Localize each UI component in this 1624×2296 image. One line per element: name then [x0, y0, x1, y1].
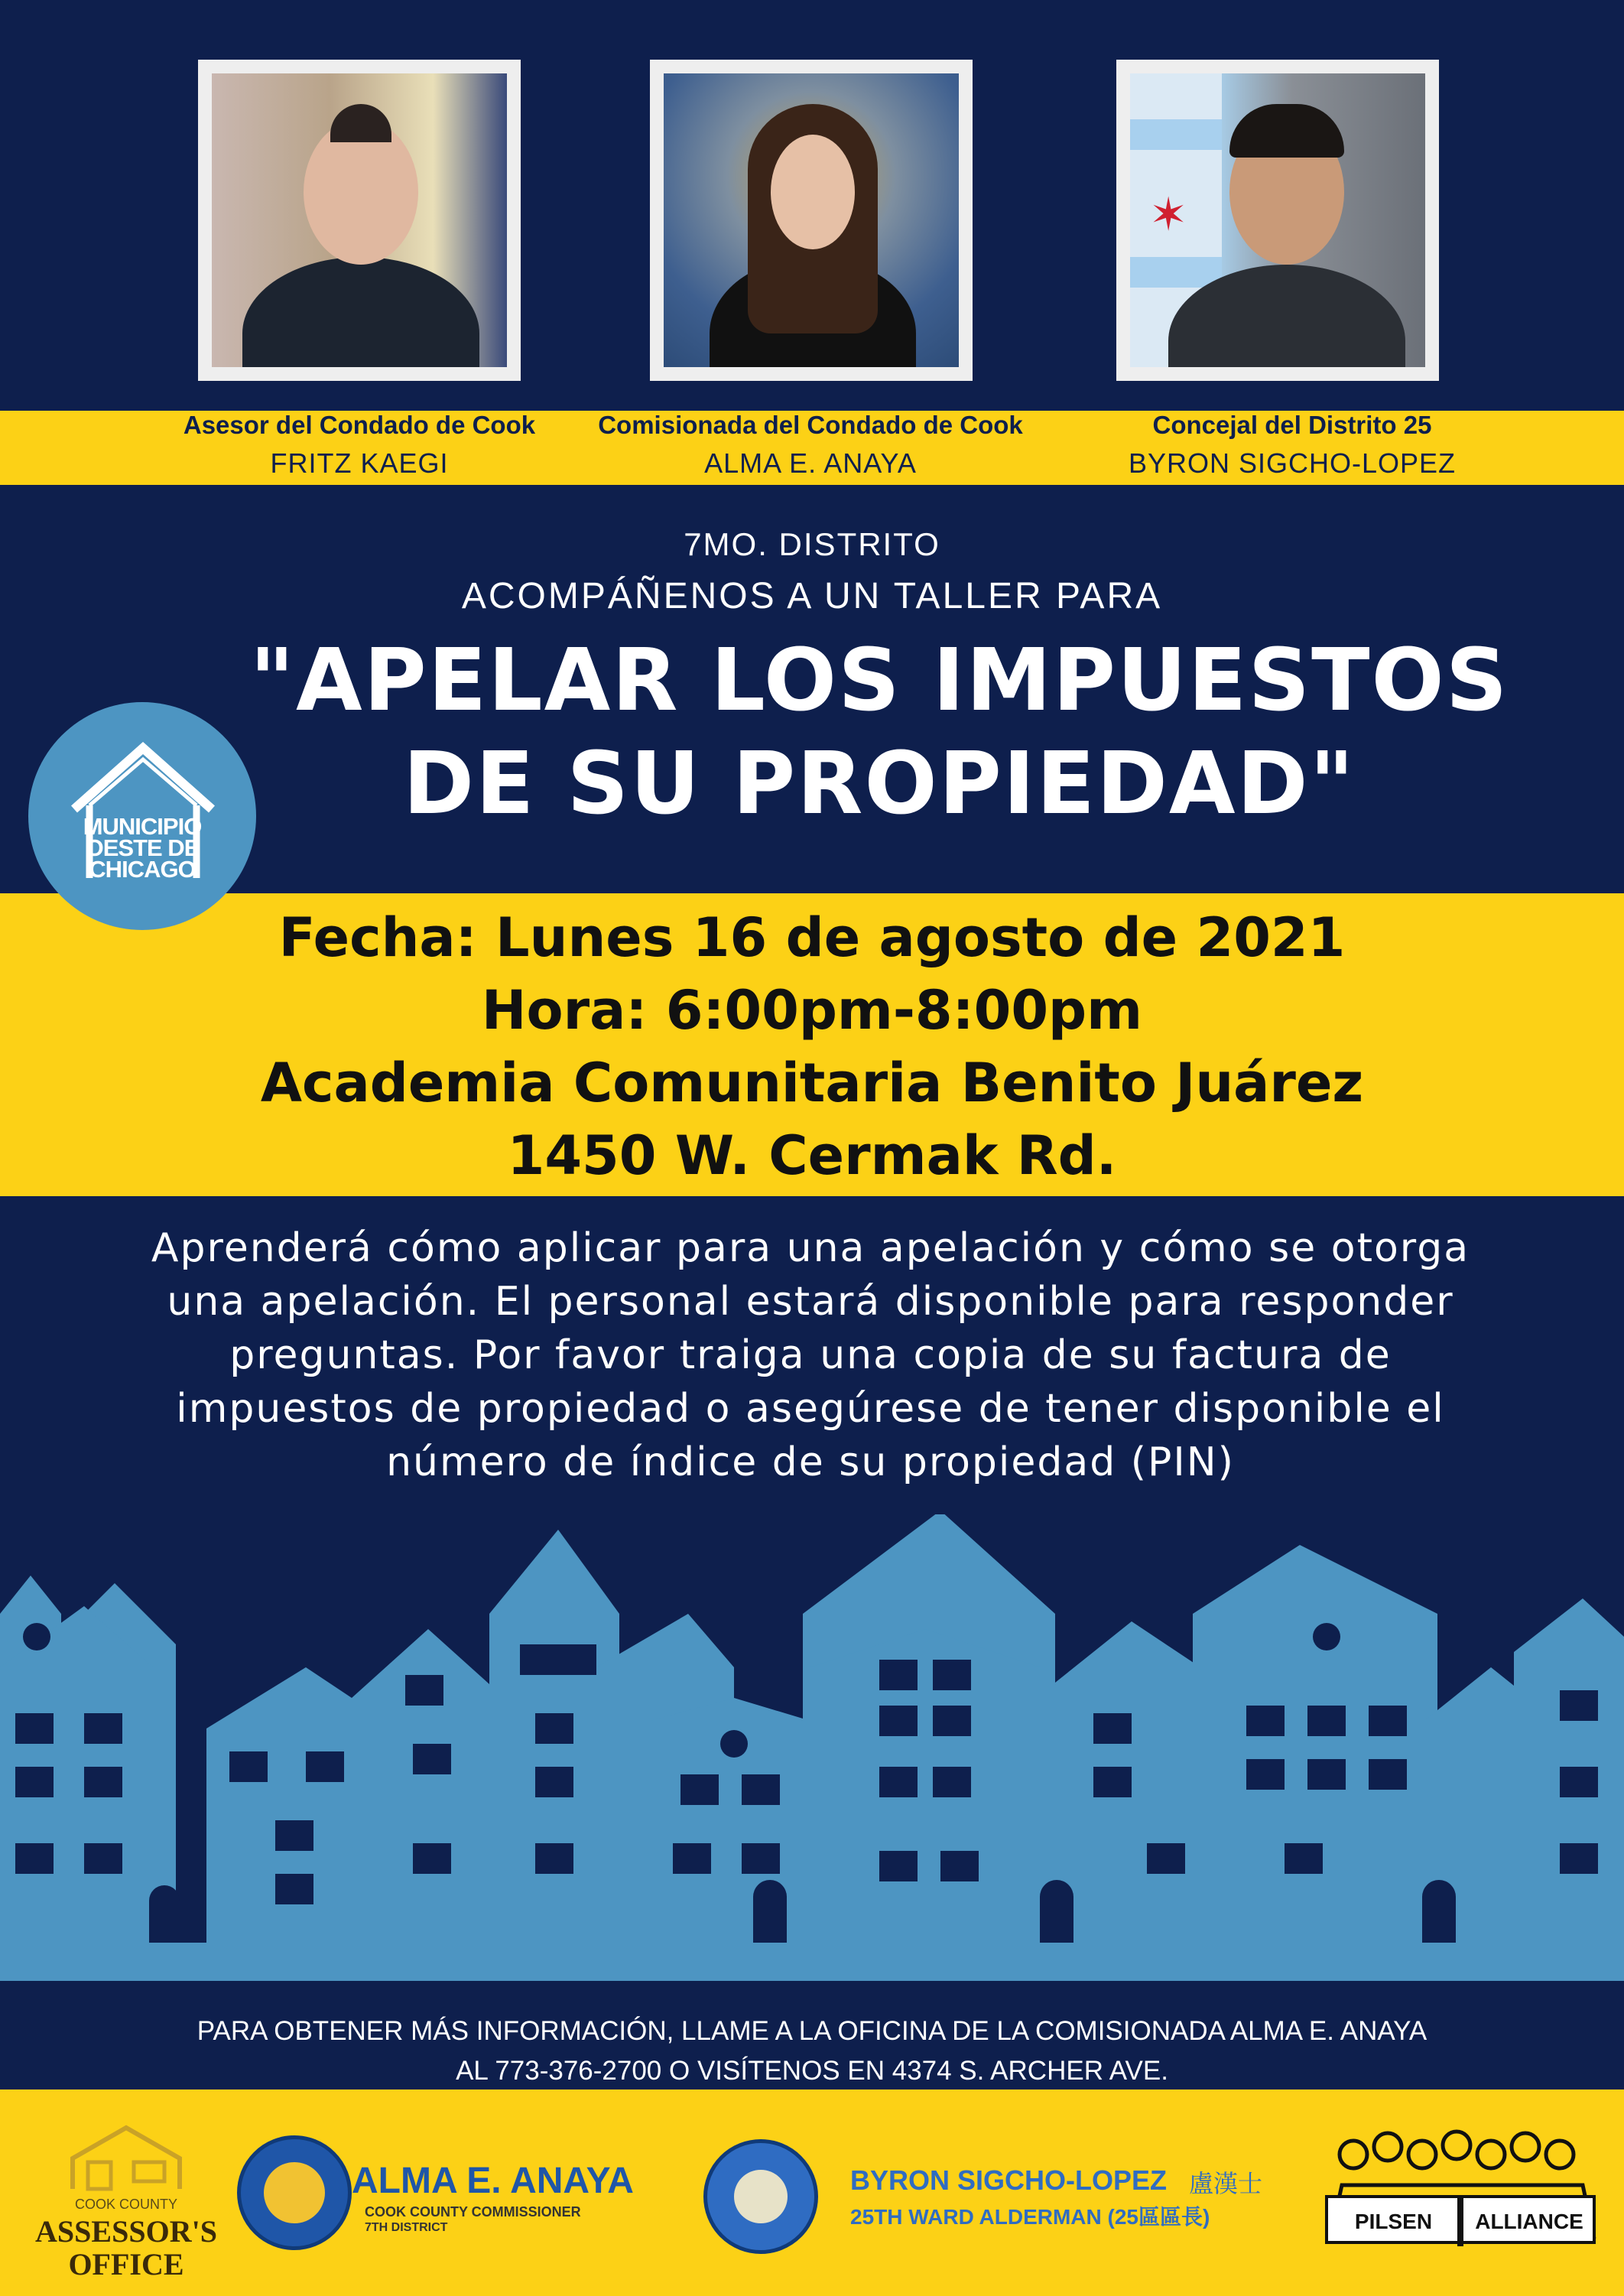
- event-date: Fecha: Lunes 16 de agosto de 2021: [278, 906, 1346, 969]
- official-role-1: Asesor del Condado de Cook: [183, 411, 536, 439]
- municipio-logo-line-1: MUNICIPIO: [83, 813, 202, 840]
- city-of-chicago-seal-icon: [703, 2139, 818, 2254]
- municipio-logo: [28, 702, 256, 930]
- sigcho-logo-name: BYRON SIGCHO-LOPEZ: [850, 2164, 1168, 2196]
- description-line-5: número de índice de su propiedad (PIN): [386, 1439, 1235, 1485]
- assessor-small-label: COOK COUNTY: [74, 2197, 177, 2212]
- sigcho-logo-chinese: 盧漢士: [1189, 2170, 1263, 2197]
- sponsor-logos-band: [0, 2089, 1624, 2296]
- municipio-logo-line-2: OESTE DE: [85, 834, 200, 861]
- event-address: 1450 W. Cermak Rd.: [507, 1124, 1117, 1187]
- description-line-3: preguntas. Por favor traiga una copia de su factura de: [229, 1332, 1392, 1378]
- photo-alma-anaya: [650, 60, 973, 381]
- anaya-logo-subtitle-2: 7TH DISTRICT: [365, 2221, 448, 2234]
- official-name-1: FRITZ KAEGI: [270, 447, 449, 479]
- description-line-4: impuestos de propiedad o asegúrese de tener disponible el: [176, 1386, 1445, 1432]
- sigcho-logo-subtitle: 25TH WARD ALDERMAN (25區區長): [850, 2205, 1210, 2229]
- pilsen-alliance-logo: [1323, 2124, 1598, 2269]
- crowd-illustration-icon: [1323, 2124, 1598, 2269]
- anaya-logo-subtitle-1: COOK COUNTY COMMISSIONER: [365, 2204, 581, 2220]
- alliance-label: ALLIANCE: [1475, 2210, 1583, 2233]
- district-label: 7MO. DISTRITO: [684, 526, 940, 562]
- assessor-big-label-2: OFFICE: [68, 2247, 184, 2281]
- contact-line-2: AL 773-376-2700 O VISÍTENOS EN 4374 S. ARCHER AVE.: [456, 2056, 1168, 2086]
- anaya-logo-name: ALMA E. ANAYA: [352, 2161, 634, 2201]
- official-name-2: ALMA E. ANAYA: [704, 447, 917, 479]
- photo-fritz-kaegi: [198, 60, 521, 381]
- contact-line-1: PARA OBTENER MÁS INFORMACIÓN, LLAME A LA OFICINA DE LA COMISIONADA ALMA E. ANAYA: [197, 2016, 1427, 2046]
- headline-line-2: DE SU PROPIEDAD": [403, 734, 1356, 834]
- pilsen-label: PILSEN: [1354, 2210, 1433, 2233]
- photo-byron-sigcho-lopez: ✶: [1116, 60, 1439, 381]
- house-skyline-illustration: [0, 1514, 1624, 1981]
- event-venue: Academia Comunitaria Benito Juárez: [260, 1052, 1364, 1114]
- assessors-office-logo: [27, 2120, 226, 2281]
- official-role-3: Concejal del Distrito 25: [1152, 411, 1432, 439]
- house-outline-icon: [57, 2120, 195, 2197]
- assessor-big-label-1: ASSESSOR'S: [35, 2214, 217, 2249]
- cook-county-seal-icon: [237, 2135, 352, 2250]
- description-line-1: Aprenderá cómo aplicar para una apelación y cómo se otorga: [151, 1225, 1470, 1271]
- description-line-2: una apelación. El personal estará disponible para responder: [167, 1279, 1454, 1325]
- official-name-3: BYRON SIGCHO-LOPEZ: [1128, 447, 1457, 479]
- official-role-2: Comisionada del Condado de Cook: [598, 411, 1023, 439]
- headline-line-1: "APELAR LOS IMPUESTOS: [249, 631, 1509, 730]
- municipio-logo-line-3: CHICAGO: [89, 856, 196, 883]
- event-time: Hora: 6:00pm-8:00pm: [481, 979, 1143, 1042]
- invite-label: ACOMPÁÑENOS A UN TALLER PARA: [461, 576, 1163, 616]
